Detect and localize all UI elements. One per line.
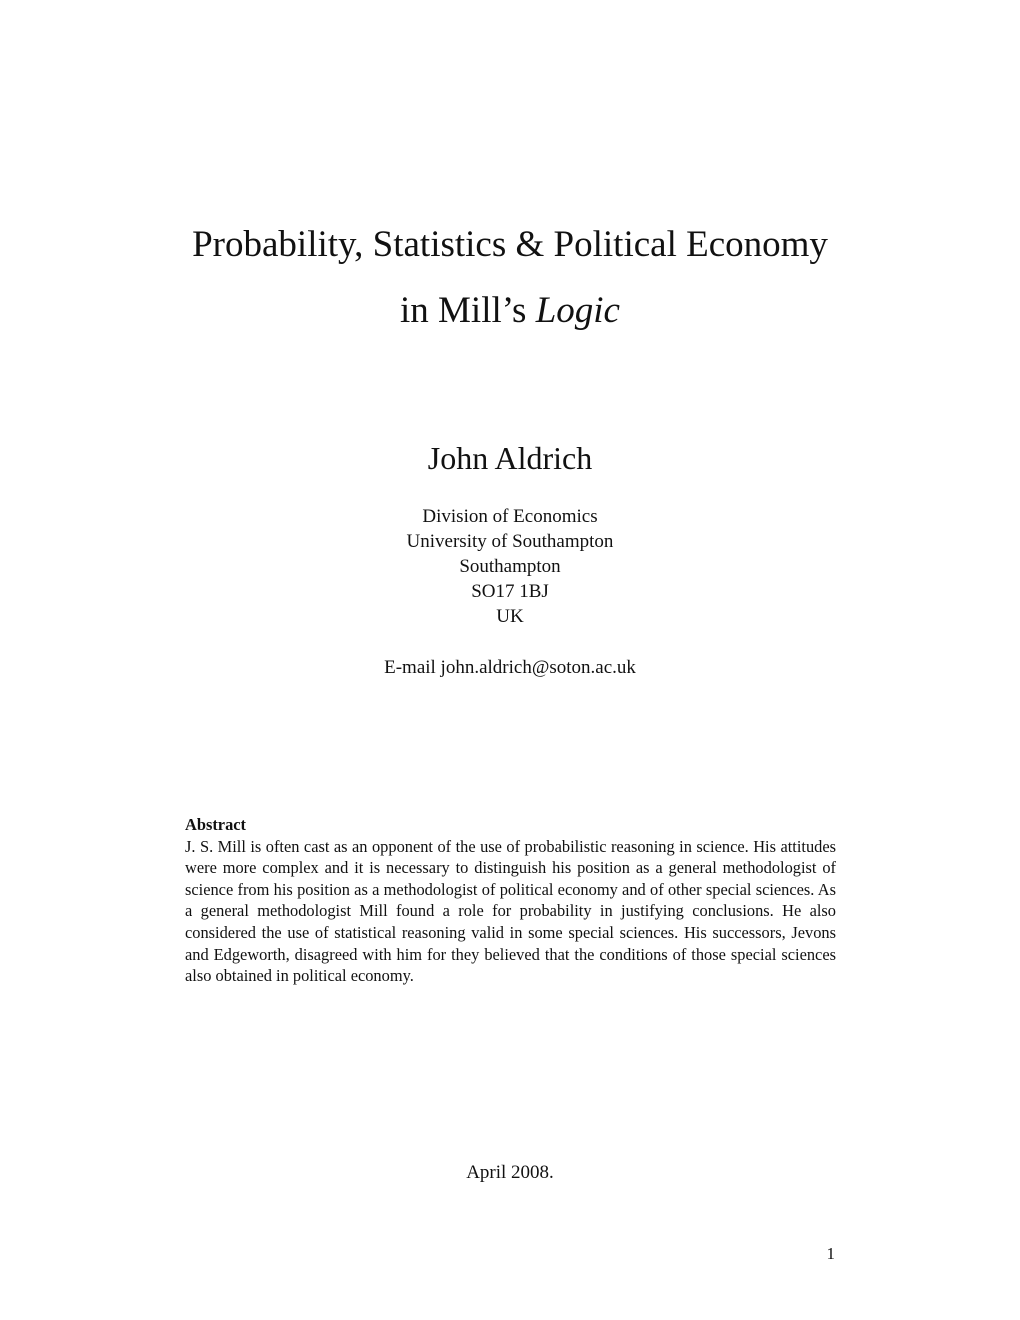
abstract-body: J. S. Mill is often cast as an opponent of the use of probabilistic reasoning in science. His attitudes were more complex and it is necessary to distinguish his position as a general methodologist of science from his position as a methodologist of political economy and of other special sciences. As a general methodologist Mill found a role for probability in justifying conclusions. He also considered the use of statistical reasoning valid in some special sciences. His successors, Jevons and Edgeworth, disagreed with him for they believed that the conditions of those special sciences also obtained in political economy. — [185, 836, 836, 986]
affiliation-line-postcode: SO17 1BJ — [471, 581, 549, 602]
title-line-1: Probability, Statistics & Political Economy — [192, 224, 828, 265]
title-line-2-prefix: in Mill’s — [400, 290, 536, 331]
affiliation-line-university: University of Southampton — [406, 531, 614, 552]
abstract-heading: Abstract — [185, 815, 246, 834]
publication-date: April 2008. — [466, 1162, 554, 1183]
author-name: John Aldrich — [427, 440, 593, 476]
abstract-section — [185, 814, 836, 987]
affiliation-line-country: UK — [496, 606, 524, 627]
affiliation-line-city: Southampton — [459, 556, 561, 577]
affiliation-block — [0, 504, 1020, 629]
email-line: E-mail john.aldrich@soton.ac.uk — [384, 657, 636, 678]
affiliation-line-division: Division of Economics — [422, 506, 598, 527]
page-number: 1 — [826, 1244, 835, 1263]
title-line-2-italic: Logic — [535, 290, 620, 331]
title-line-2 — [0, 288, 1020, 334]
